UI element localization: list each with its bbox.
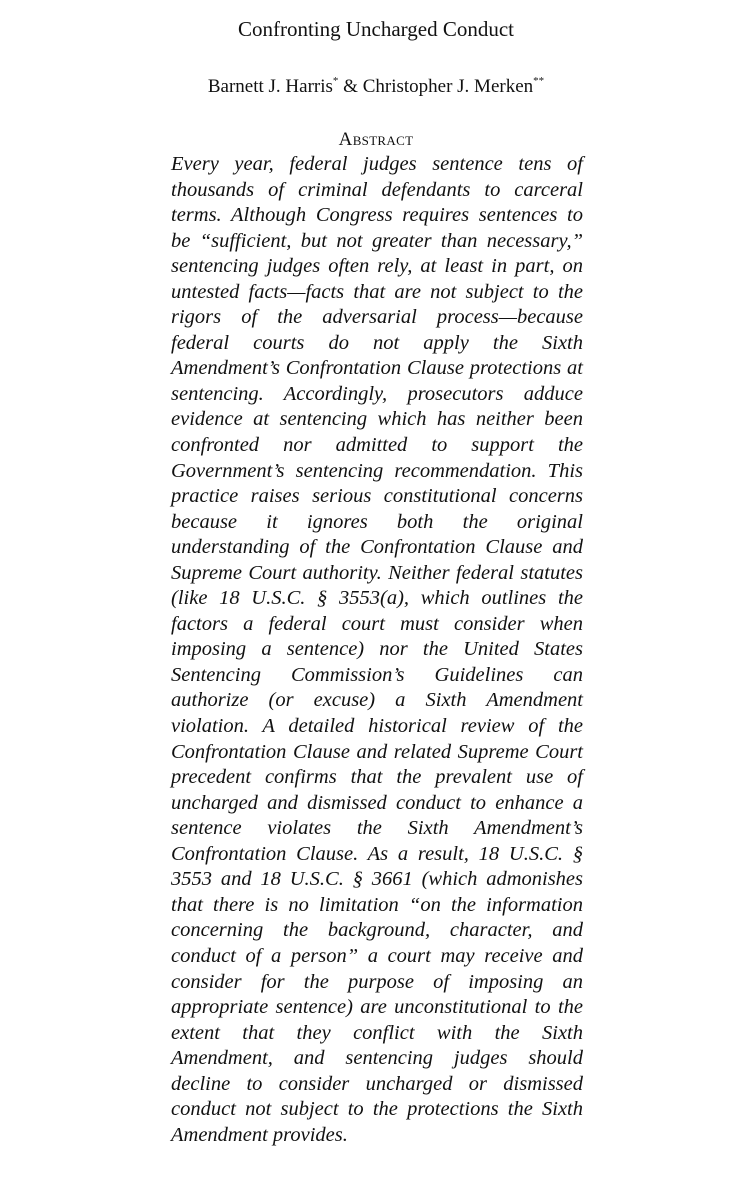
author-name: Barnett J. Harris — [207, 76, 333, 97]
author-name: Christopher J. Merken — [362, 76, 534, 97]
abstract-body: Every year, federal judges sentence tens of thousands of criminal defendants to carceral terms. Although Congress requires sentences to be “sufficient, but not greater than necessary,” sentencing judges often rely, at least in part, on untested facts—facts that are not subject to the rigors of the adversarial process—because federal courts do not apply the Sixth Amendment’s Confrontation Clause protections at sentencing. Accordingly, prosecutors adduce evidence at sentencing which has neither been confronted nor admitted to support the Government’s sentencing recommendation. This practice raises serious constitutional concerns because it ignores both the original understanding of the Confrontation Clause and Supreme Court authority. Neither federal statutes (like 18 U.S.C. § 3553(a), which outlines the factors a federal court must consider when imposing a sentence) nor the United States Sentencing Commission’s Guidelines can authorize (or excuse) a Sixth Amendment violation. A detailed historical review of the Confrontation Clause and related Supreme Court precedent confirms that the prevalent use of uncharged and dismissed conduct to enhance a sentence violates the Sixth Amendment’s Confrontation Clause. As a result, 18 U.S.C. § 3553 and 18 U.S.C. § 3661 (which admonishes that there is no limitation “on the information concerning the background, character, and conduct of a person” a court may receive and consider for the purpose of imposing an appropriate sentence) are unconstitutional to the extent that they conflict with the Sixth Amendment, and sentencing judges should decline to consider uncharged or dismissed conduct not subject to the protections the Sixth Amendment provides. — [171, 153, 583, 1146]
footnote-marker[interactable]: ** — [533, 75, 545, 87]
author-separator: & — [338, 76, 363, 97]
abstract-heading: Abstract — [338, 129, 414, 150]
paper-title: Confronting Uncharged Conduct — [237, 17, 515, 41]
author-line — [0, 72, 752, 102]
footnote-marker[interactable]: * — [332, 75, 339, 87]
